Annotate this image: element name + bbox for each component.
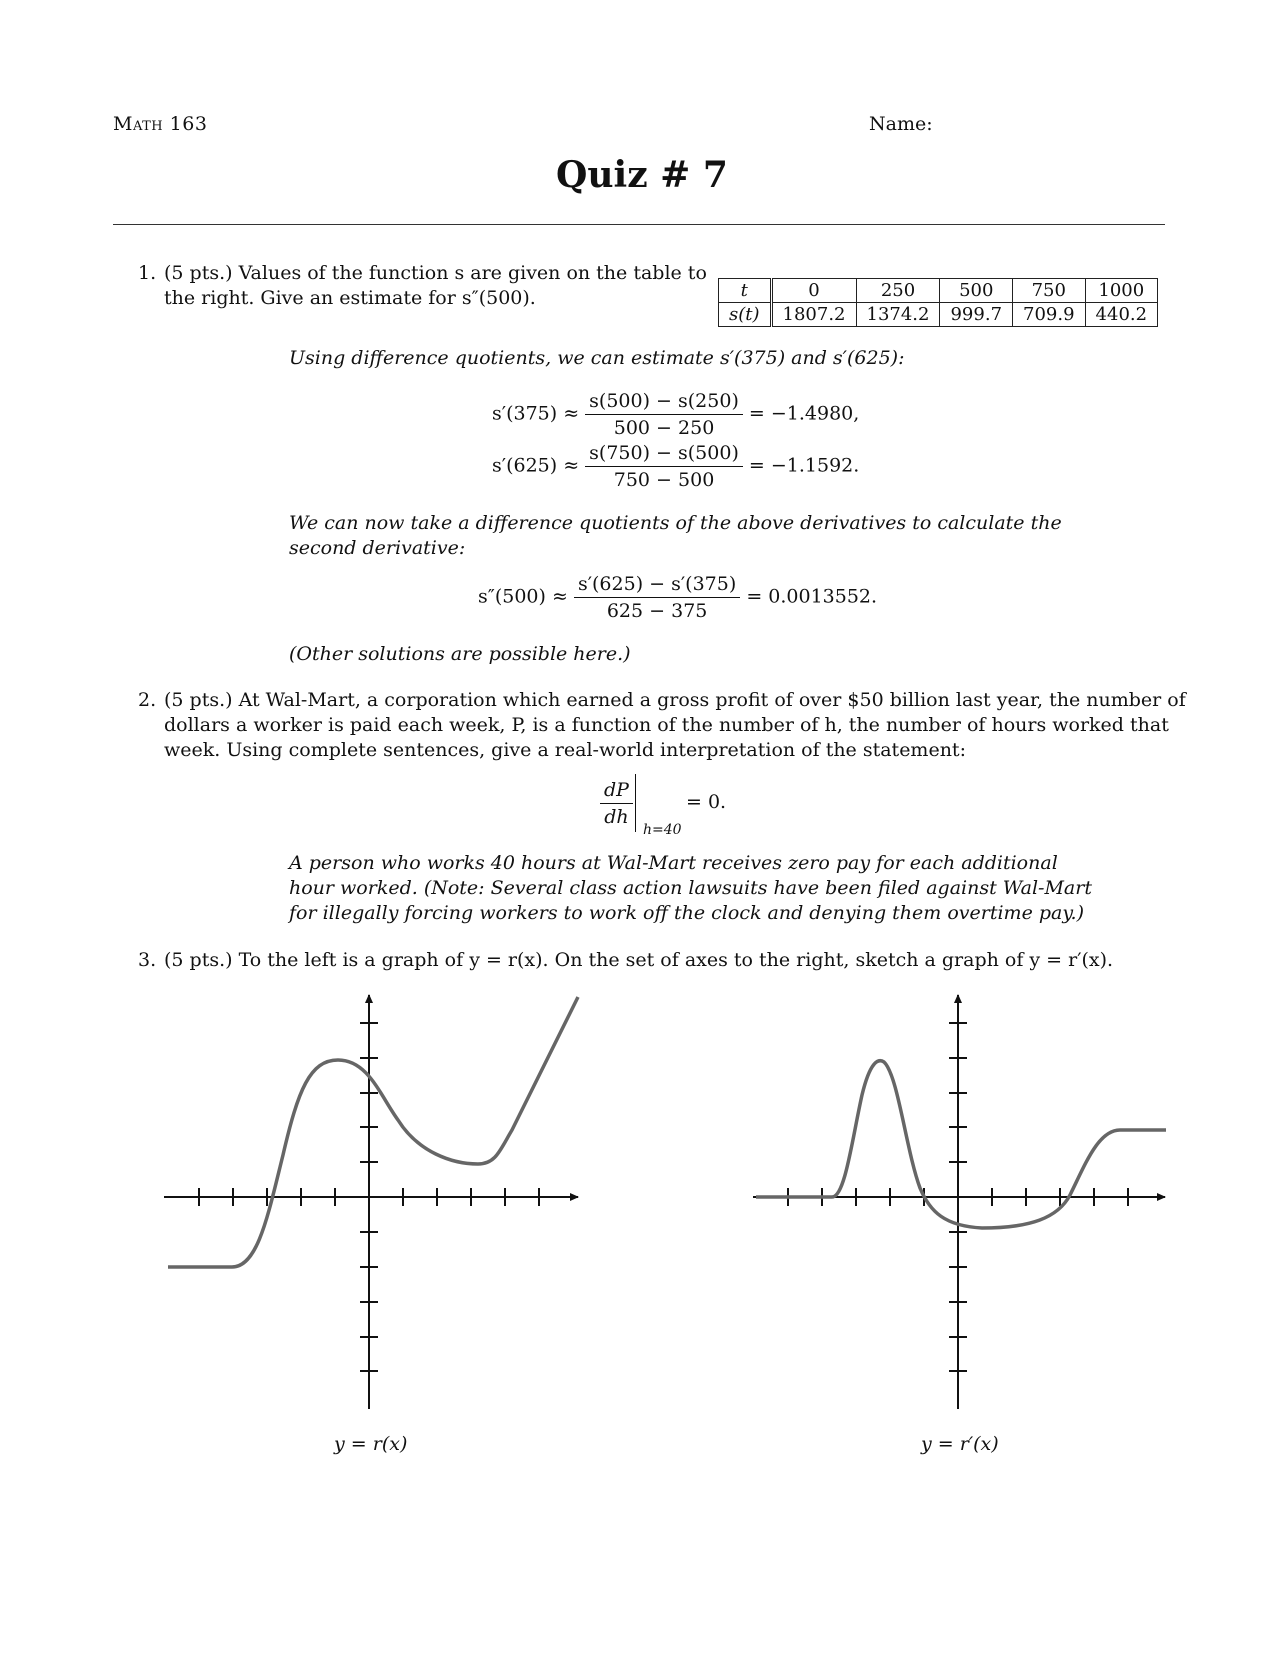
eq1-rhs: = −1.4980, <box>748 402 860 425</box>
table-header-t: t <box>719 279 772 303</box>
table-header-s: s(t) <box>719 303 772 327</box>
eq1-denominator: 500 − 250 <box>613 417 715 439</box>
left-graph-caption: y = r(x) <box>334 1433 408 1455</box>
q3-number: 3. <box>138 949 157 971</box>
table-cell: 1374.2 <box>856 303 940 327</box>
eq1-lhs: s′(375) ≈ <box>492 402 580 425</box>
table-cell: 0 <box>771 279 856 303</box>
q2-denominator: dh <box>604 805 629 828</box>
q1-number: 1. <box>138 262 157 284</box>
q1-second-line2: second derivative: <box>289 537 466 559</box>
table-cell: 999.7 <box>940 303 1013 327</box>
q2-numerator: dP <box>600 779 633 804</box>
right-graph-caption: y = r′(x) <box>921 1433 999 1455</box>
q2-line3: week. Using complete sentences, give a real-world interpretation of the statement: <box>164 739 966 761</box>
q2-answer-line2: hour worked. (Note: Several class action lawsuits have been filed against Wal-Mart <box>289 877 1092 899</box>
q2-subscript: h=40 <box>643 822 682 838</box>
q3-prompt: (5 pts.) To the left is a graph of y = r(x). On the set of axes to the right, sketch a graph of y = r′(x). <box>164 949 1114 971</box>
eq2-numerator: s(750) − s(500) <box>585 442 743 467</box>
table-cell: 1000 <box>1085 279 1158 303</box>
table-cell: 709.9 <box>1013 303 1086 327</box>
q1-second-line1: We can now take a difference quotients of the above derivatives to calculate the <box>289 512 1062 534</box>
q2-answer-line3: for illegally forcing workers to work off the clock and denying them overtime pay.) <box>289 902 1085 924</box>
q2-number: 2. <box>138 689 157 711</box>
right-axes <box>753 995 1165 1409</box>
eq1-numerator: s(500) − s(250) <box>585 390 743 415</box>
q2-line1: (5 pts.) At Wal-Mart, a corporation which earned a gross profit of over $50 billion last year, the number of <box>164 689 1186 711</box>
table-cell: 1807.2 <box>771 303 856 327</box>
eq3-numerator: s′(625) − s′(375) <box>574 573 740 598</box>
q1-prompt-line1: (5 pts.) Values of the function s are given on the table to <box>164 262 707 284</box>
eq3-lhs: s″(500) ≈ <box>478 585 568 608</box>
course-label: Math 163 <box>113 113 208 135</box>
eq3-denominator: 625 − 375 <box>606 600 708 622</box>
eq2-rhs: = −1.1592. <box>748 454 860 477</box>
q2-answer-line1: A person who works 40 hours at Wal-Mart receives zero pay for each additional <box>289 852 1058 874</box>
table-cell: 250 <box>856 279 940 303</box>
left-axes <box>164 995 578 1409</box>
q1-intro: Using difference quotients, we can estimate s′(375) and s′(625): <box>289 347 905 369</box>
q1-note: (Other solutions are possible here.) <box>289 643 631 665</box>
q2-rhs: = 0. <box>686 791 727 813</box>
r-curve <box>168 997 578 1267</box>
page-title: Quiz # 7 <box>556 154 728 196</box>
eq2-lhs: s′(625) ≈ <box>492 454 580 477</box>
q1-prompt-line2: the right. Give an estimate for s″(500). <box>164 287 536 309</box>
table-cell: 440.2 <box>1085 303 1158 327</box>
r-prime-curve <box>756 1061 1166 1228</box>
q2-line2: dollars a worker is paid each week, P, is a function of the number of h, the number of hours worked that <box>164 714 1169 736</box>
table-cell: 750 <box>1013 279 1086 303</box>
name-label: Name: <box>869 113 933 135</box>
eq3-rhs: = 0.0013552. <box>746 585 878 608</box>
eq2-denominator: 750 − 500 <box>613 469 715 491</box>
table-cell: 500 <box>940 279 1013 303</box>
